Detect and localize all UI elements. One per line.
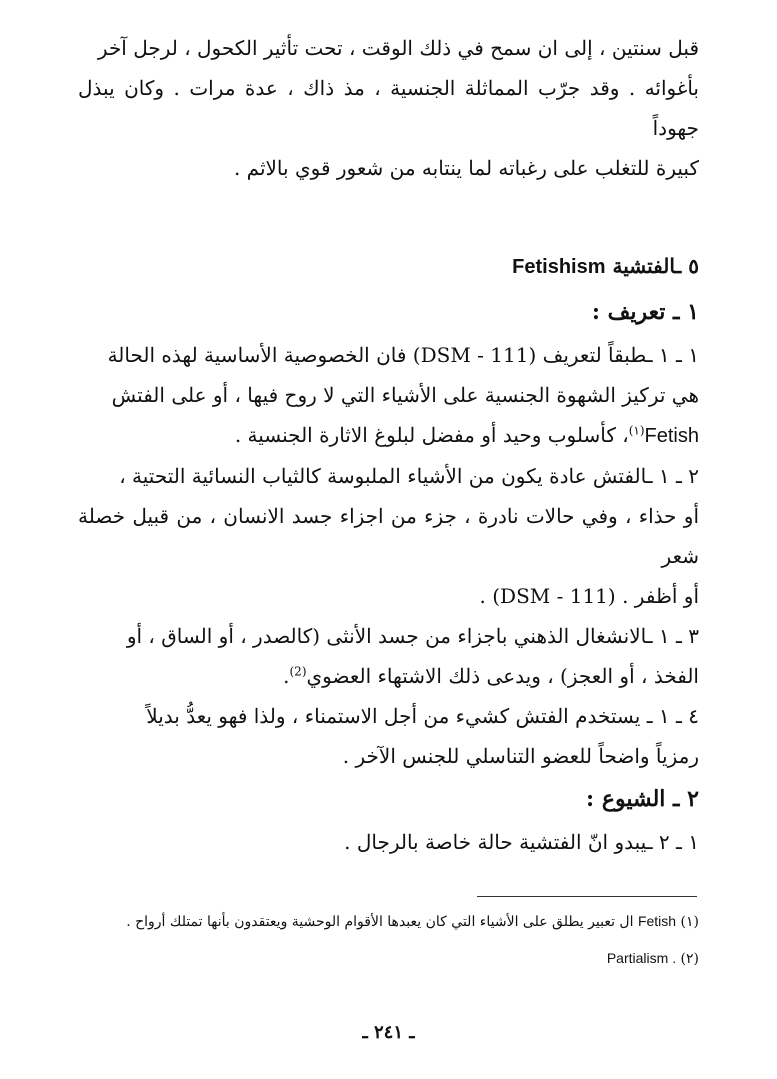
footnote-1 [78,906,699,937]
footnote-1-mark: (١) [680,914,699,930]
footnote-1-text: ال تعبير يطلق على الأشياء التي كان يعبدها الأقوام الوحشية ويعتقدون بأنها تمتلك أرواح . [126,914,634,930]
definition-p3-end: . [283,664,290,688]
intro-line-2: بأغوائه . وقد جرّب المماثلة الجنسية ، مذ ذاك ، عدة مرات . وكان يبذل جهوداً [78,76,699,140]
definition-p1-line-1: ١ ـ ١ ـطبقاً لتعريف (DSM - 111) فان الخصوصية الأساسية لهذه الحالة [107,343,699,367]
prevalence-p1: ١ ـ ٢ ـيبدو انّ الفتشية حالة خاصة بالرجال . [344,830,699,854]
definition-p2-line-1: ٢ ـ ١ ـالفتش عادة يكون من الأشياء الملبوسة كالثياب النسائية التحتية ، [119,464,699,488]
footnotes [78,906,699,974]
prevalence-heading: ٢ ـ الشيوع : [586,786,699,812]
section-title-ar: الفتشية [612,254,676,278]
definition-p3-line-2 [78,656,699,696]
definition-p4-line-2: رمزياً واضحاً للعضو التناسلي للجنس الآخر . [342,744,699,768]
definition-p3-line-2-text: الفخذ ، أو العجز) ، ويدعى ذلك الاشتهاء العضوي [306,664,699,688]
footnote-2-mark: (٢) [680,951,699,967]
footnote-1-term: Fetish [637,913,677,929]
intro-line-3: كبيرة للتغلب على رغباته لما ينتابه من شعور قوي بالاثم . [233,156,699,180]
footnote-divider [477,896,697,897]
section-heading [78,244,699,289]
definition-p3-line-1: ٣ ـ ١ ـالانشغال الذهني باجزاء من جسد الأنثى (كالصدر ، أو الساق ، أو [126,624,699,648]
definition-p1-line-3 [78,415,699,456]
footnote-ref-2: (2) [289,664,307,679]
definition-p2-line-3: أو أظفر . (DSM - 111) . [479,584,699,608]
fetish-term: Fetish [644,425,699,447]
definition-p1-line-2: هي تركيز الشهوة الجنسية على الأشياء التي لا روح فيها ، أو على الفتش [111,383,699,407]
section-number: ٥ ـ [675,254,699,278]
footnote-ref-1: (١) [628,423,645,438]
definition-p1-line-3-text: ، كأسلوب وحيد أو مفضل لبلوغ الاثارة الجنسية . [234,423,629,447]
footnote-2 [78,943,699,974]
definition-p2-line-2: أو حذاء ، وفي حالات نادرة ، جزء من اجزاء جسد الانسان ، من قبيل خصلة شعر [78,504,699,568]
definition-p4-line-1: ٤ ـ ١ ـ يستخدم الفتش كشيء من أجل الاستمناء ، ولذا فهو يعدُّ بديلاً [146,704,699,728]
footnote-2-text: Partialism . [606,950,677,966]
page-number: ـ ٢٤١ ـ [362,1022,415,1043]
definition-heading: ١ ـ تعريف : [591,299,699,325]
section-title-en: Fetishism [512,256,606,278]
intro-line-1: قبل سنتين ، إلى ان سمح في ذلك الوقت ، تحت تأثير الكحول ، لرجل آخر [97,36,699,60]
